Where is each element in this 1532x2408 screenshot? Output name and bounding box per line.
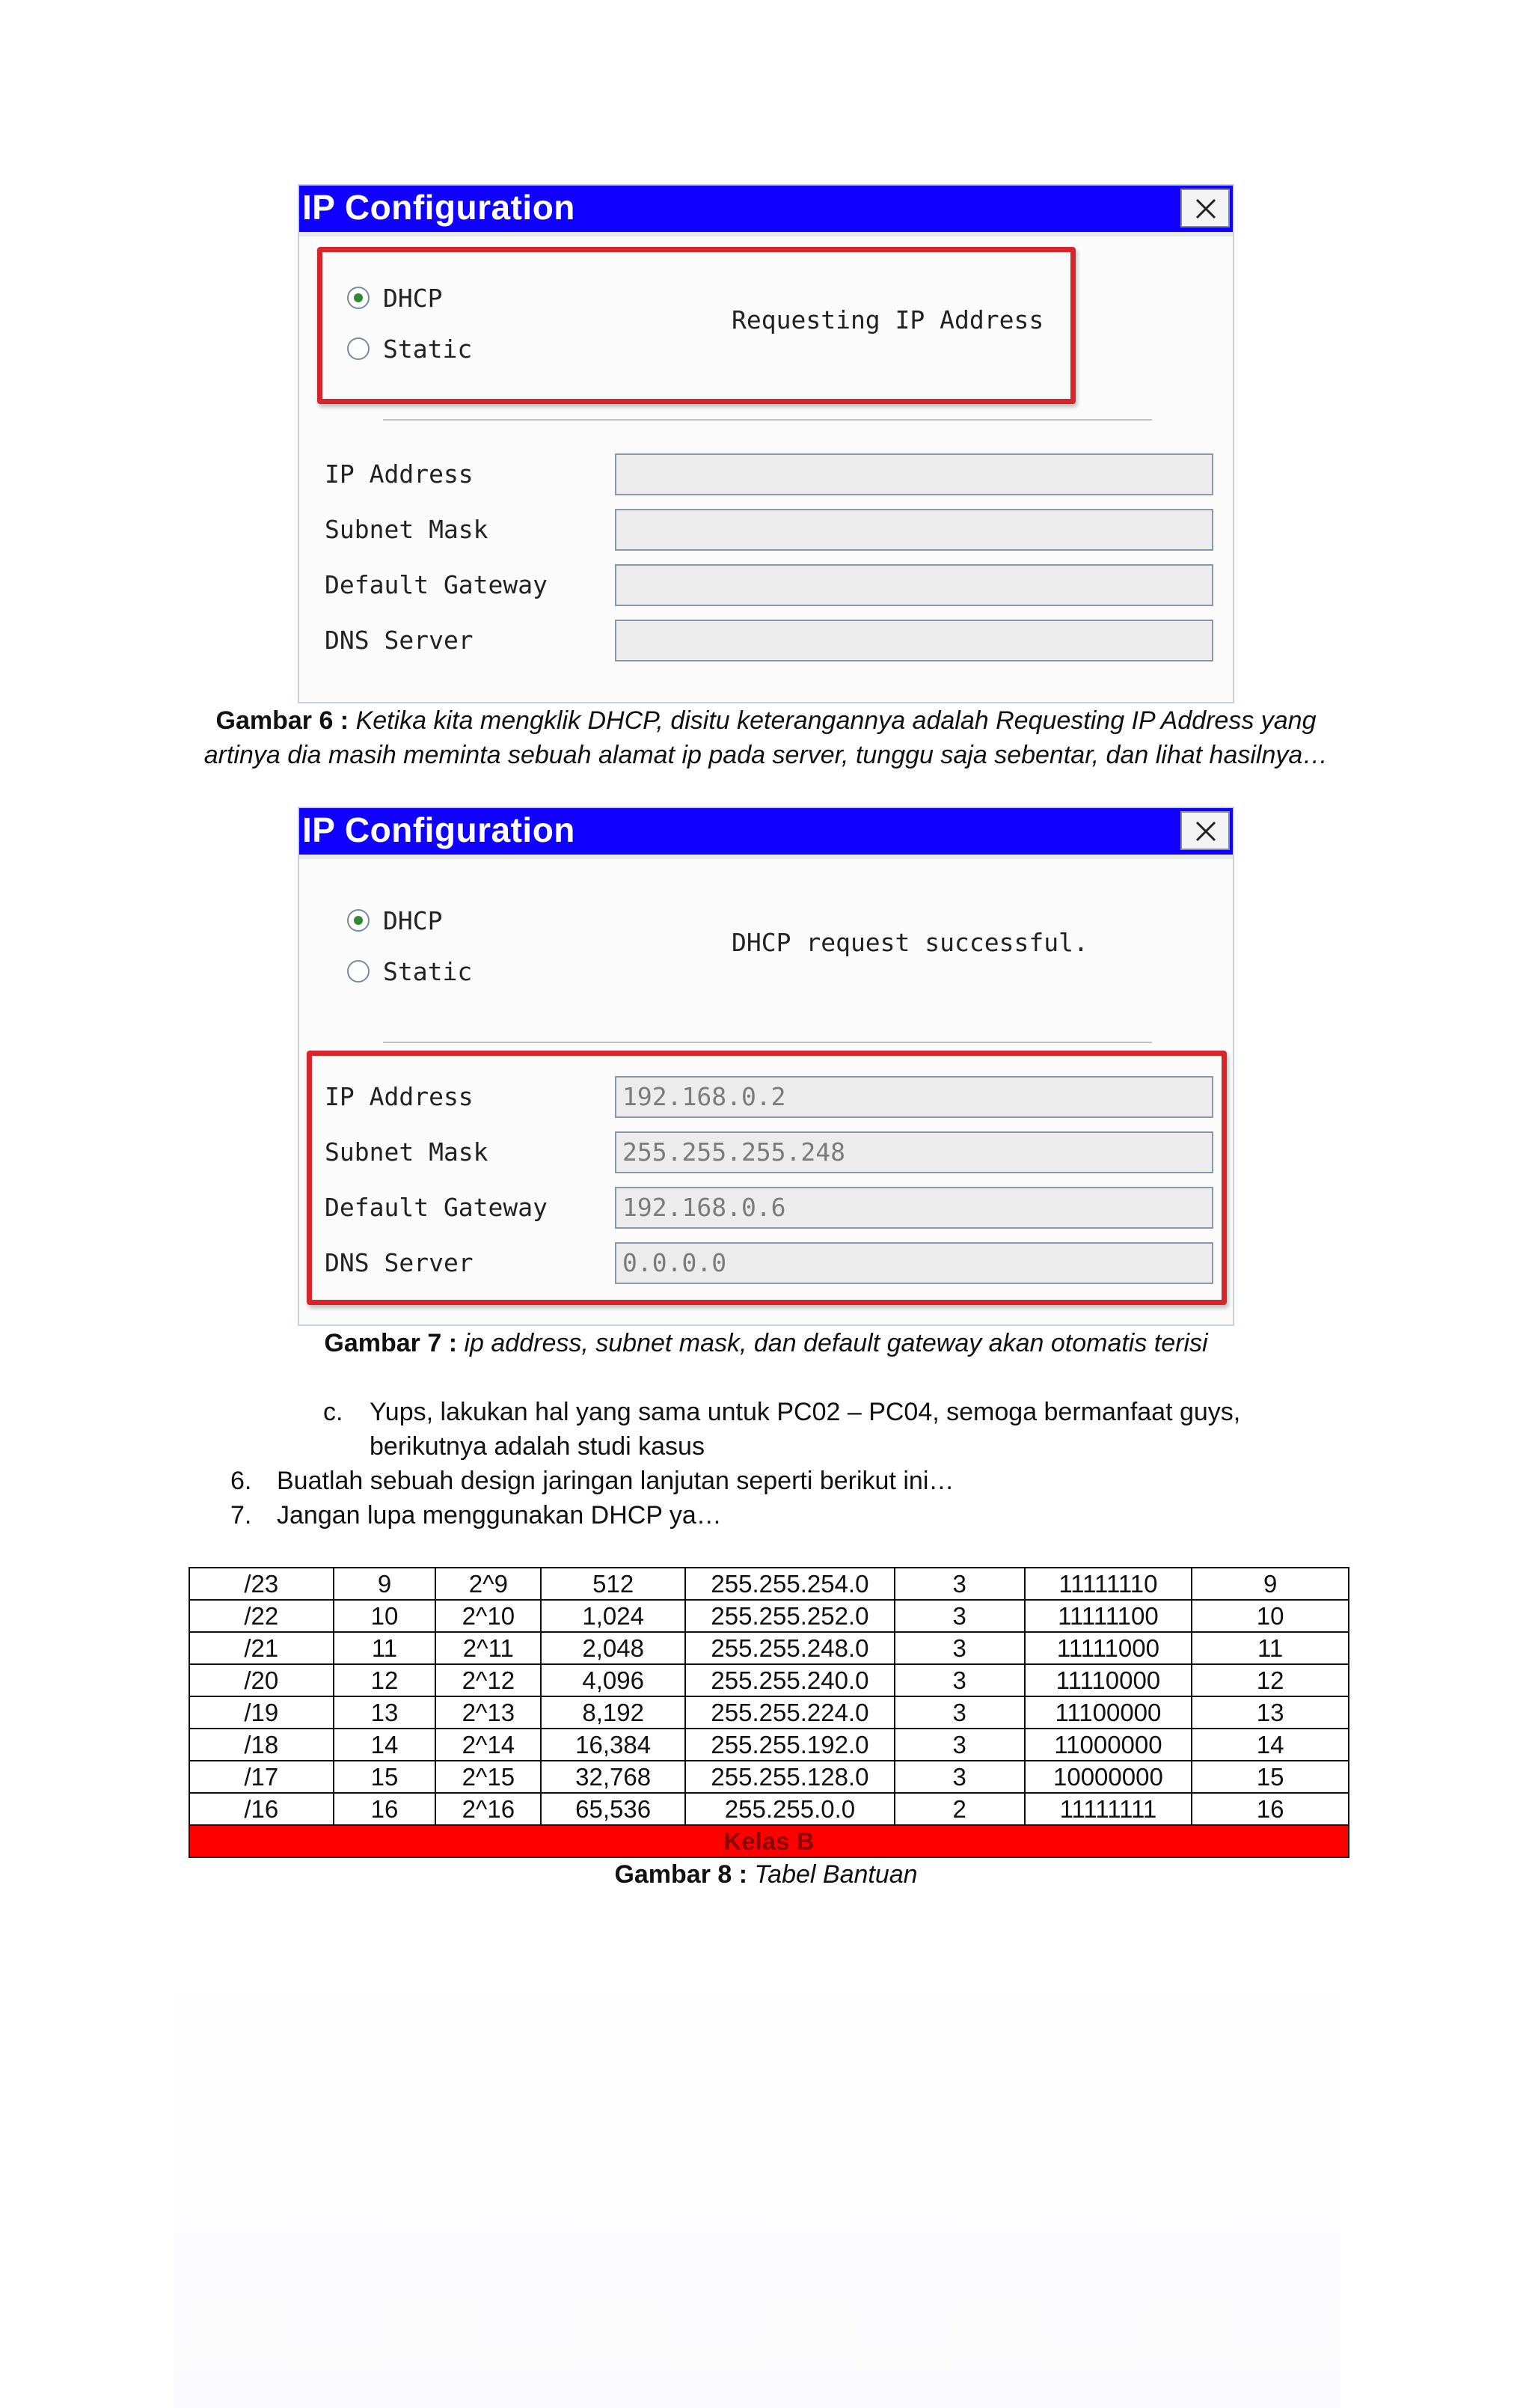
ip-address-label: IP Address (325, 1082, 474, 1111)
cell-bits: 15 (334, 1761, 436, 1793)
radio-static-icon[interactable] (347, 960, 370, 983)
table-row (189, 1600, 1349, 1632)
subnet-mask-label: Subnet Mask (325, 515, 488, 544)
dialog-title: IP Configuration (302, 810, 575, 849)
radio-dhcp[interactable] (347, 905, 442, 935)
dhcp-status-text: DHCP request successful. (732, 928, 1088, 957)
ip-address-field[interactable]: 192.168.0.2 (615, 1076, 1213, 1118)
close-button[interactable] (1180, 811, 1230, 850)
caption-6-label: Gambar 6 : (215, 706, 349, 735)
highlight-dhcp-options (317, 247, 1076, 404)
cell-subnet-mask: 255.255.192.0 (685, 1729, 895, 1761)
caption-gambar-8 (174, 1857, 1358, 1892)
cell-octet: 3 (895, 1761, 1025, 1793)
list-6-text: Buatlah sebuah design jaringan lanjutan seperti berikut ini… (277, 1467, 955, 1495)
table-row (189, 1568, 1349, 1600)
cell-octet: 2 (895, 1793, 1025, 1825)
cell-count: 14 (1192, 1729, 1349, 1761)
cell-hosts: 2,048 (541, 1632, 685, 1664)
cell-hosts: 65,536 (541, 1793, 685, 1825)
cell-subnet-mask: 255.255.0.0 (685, 1793, 895, 1825)
cell-power: 2^16 (435, 1793, 541, 1825)
caption-7-text: ip address, subnet mask, dan default gateway akan otomatis terisi (464, 1329, 1208, 1357)
list-c-text-line2: berikutnya adalah studi kasus (370, 1432, 705, 1461)
cell-bits: 14 (334, 1729, 436, 1761)
cell-subnet-mask: 255.255.224.0 (685, 1696, 895, 1729)
cell-binary: 11000000 (1025, 1729, 1192, 1761)
cell-power: 2^11 (435, 1632, 541, 1664)
cell-count: 15 (1192, 1761, 1349, 1793)
cell-subnet-mask: 255.255.128.0 (685, 1761, 895, 1793)
cell-subnet-mask: 255.255.248.0 (685, 1632, 895, 1664)
table-row (189, 1664, 1349, 1696)
cell-octet: 3 (895, 1696, 1025, 1729)
cell-binary: 11110000 (1025, 1664, 1192, 1696)
default-gateway-field[interactable] (615, 564, 1213, 606)
radio-dhcp-label: DHCP (383, 283, 443, 313)
dialog-title: IP Configuration (302, 188, 575, 227)
cell-power: 2^14 (435, 1729, 541, 1761)
cell-hosts: 4,096 (541, 1664, 685, 1696)
page-background (174, 1946, 1340, 2408)
cell-subnet-mask: 255.255.240.0 (685, 1664, 895, 1696)
subnet-mask-field[interactable] (615, 509, 1213, 551)
cell-subnet-mask: 255.255.252.0 (685, 1600, 895, 1632)
cell-prefix: /21 (189, 1632, 334, 1664)
cell-hosts: 16,384 (541, 1729, 685, 1761)
cell-binary: 11111110 (1025, 1568, 1192, 1600)
cell-binary: 11111111 (1025, 1793, 1192, 1825)
table-row (189, 1793, 1349, 1825)
cell-octet: 3 (895, 1664, 1025, 1696)
radio-static[interactable] (347, 956, 472, 986)
cell-bits: 9 (334, 1568, 436, 1600)
list-6-marker: 6. (230, 1467, 252, 1495)
subnet-table (189, 1567, 1349, 1858)
cell-bits: 13 (334, 1696, 436, 1729)
close-button[interactable] (1180, 189, 1230, 227)
cell-power: 2^13 (435, 1696, 541, 1729)
divider (383, 1042, 1152, 1043)
cell-bits: 11 (334, 1632, 436, 1664)
kelas-b-label: Kelas B (189, 1825, 1349, 1857)
table-row (189, 1696, 1349, 1729)
cell-octet: 3 (895, 1568, 1025, 1600)
titlebar-shadow (299, 232, 1233, 236)
dns-server-field[interactable]: 0.0.0.0 (615, 1242, 1213, 1284)
caption-6-text: Ketika kita mengklik DHCP, disitu keterangannya adalah Requesting IP Address yang (355, 706, 1317, 735)
list-7-text: Jangan lupa menggunakan DHCP ya… (277, 1501, 722, 1530)
caption-gambar-6 (174, 703, 1358, 772)
list-c-marker: c. (323, 1398, 343, 1426)
divider (383, 419, 1152, 421)
cell-hosts: 1,024 (541, 1600, 685, 1632)
cell-prefix: /20 (189, 1664, 334, 1696)
radio-static-label: Static (383, 334, 473, 364)
list-7-marker: 7. (230, 1501, 252, 1530)
default-gateway-label: Default Gateway (325, 570, 548, 599)
caption-8-label: Gambar 8 : (614, 1860, 748, 1889)
radio-static-label: Static (383, 956, 473, 986)
cell-count: 10 (1192, 1600, 1349, 1632)
cell-count: 16 (1192, 1793, 1349, 1825)
cell-power: 2^15 (435, 1761, 541, 1793)
cell-hosts: 32,768 (541, 1761, 685, 1793)
cell-subnet-mask: 255.255.254.0 (685, 1568, 895, 1600)
dialog-titlebar (299, 808, 1233, 855)
cell-prefix: /18 (189, 1729, 334, 1761)
cell-count: 12 (1192, 1664, 1349, 1696)
cell-binary: 11111100 (1025, 1600, 1192, 1632)
ip-address-field[interactable] (615, 453, 1213, 495)
cell-count: 11 (1192, 1632, 1349, 1664)
table-row (189, 1632, 1349, 1664)
dns-server-label: DNS Server (325, 1248, 474, 1277)
list-c-text-line1: Yups, lakukan hal yang sama untuk PC02 – PC04, semoga bermanfaat guys, (370, 1398, 1241, 1426)
table-row (189, 1729, 1349, 1761)
cell-power: 2^10 (435, 1600, 541, 1632)
cell-binary: 11100000 (1025, 1696, 1192, 1729)
cell-bits: 10 (334, 1600, 436, 1632)
cell-power: 2^9 (435, 1568, 541, 1600)
cell-count: 9 (1192, 1568, 1349, 1600)
cell-hosts: 8,192 (541, 1696, 685, 1729)
default-gateway-label: Default Gateway (325, 1193, 548, 1222)
caption-8-text: Tabel Bantuan (754, 1860, 918, 1889)
subnet-table-body (189, 1568, 1349, 1857)
cell-octet: 3 (895, 1632, 1025, 1664)
cell-prefix: /22 (189, 1600, 334, 1632)
dns-server-field[interactable] (615, 620, 1213, 661)
cell-bits: 16 (334, 1793, 436, 1825)
titlebar-shadow (299, 855, 1233, 859)
close-icon (1195, 198, 1217, 220)
caption-gambar-7 (174, 1326, 1358, 1360)
cell-hosts: 512 (541, 1568, 685, 1600)
cell-binary: 10000000 (1025, 1761, 1192, 1793)
subnet-mask-field[interactable]: 255.255.255.248 (615, 1131, 1213, 1173)
cell-prefix: /23 (189, 1568, 334, 1600)
cell-prefix: /19 (189, 1696, 334, 1729)
cell-count: 13 (1192, 1696, 1349, 1729)
dialog-titlebar (299, 186, 1233, 232)
caption-7-label: Gambar 7 : (324, 1329, 458, 1357)
highlight-assigned-fields (307, 1051, 1227, 1305)
caption-6-text-line2: artinya dia masih meminta sebuah alamat ip pada server, tunggu saja sebentar, dan lihat hasilnya… (203, 741, 1329, 769)
table-footer-row (189, 1825, 1349, 1857)
radio-dhcp-label: DHCP (383, 905, 443, 935)
cell-octet: 3 (895, 1729, 1025, 1761)
ip-address-label: IP Address (325, 459, 474, 489)
table-row (189, 1761, 1349, 1793)
subnet-mask-label: Subnet Mask (325, 1137, 488, 1167)
radio-dhcp-selected-icon[interactable] (347, 909, 370, 932)
cell-prefix: /16 (189, 1793, 334, 1825)
cell-power: 2^12 (435, 1664, 541, 1696)
default-gateway-field[interactable]: 192.168.0.6 (615, 1187, 1213, 1229)
dhcp-status-text: Requesting IP Address (732, 305, 1044, 334)
cell-bits: 12 (334, 1664, 436, 1696)
close-icon (1195, 820, 1217, 843)
cell-prefix: /17 (189, 1761, 334, 1793)
dns-server-label: DNS Server (325, 626, 474, 655)
cell-binary: 11111000 (1025, 1632, 1192, 1664)
cell-octet: 3 (895, 1600, 1025, 1632)
